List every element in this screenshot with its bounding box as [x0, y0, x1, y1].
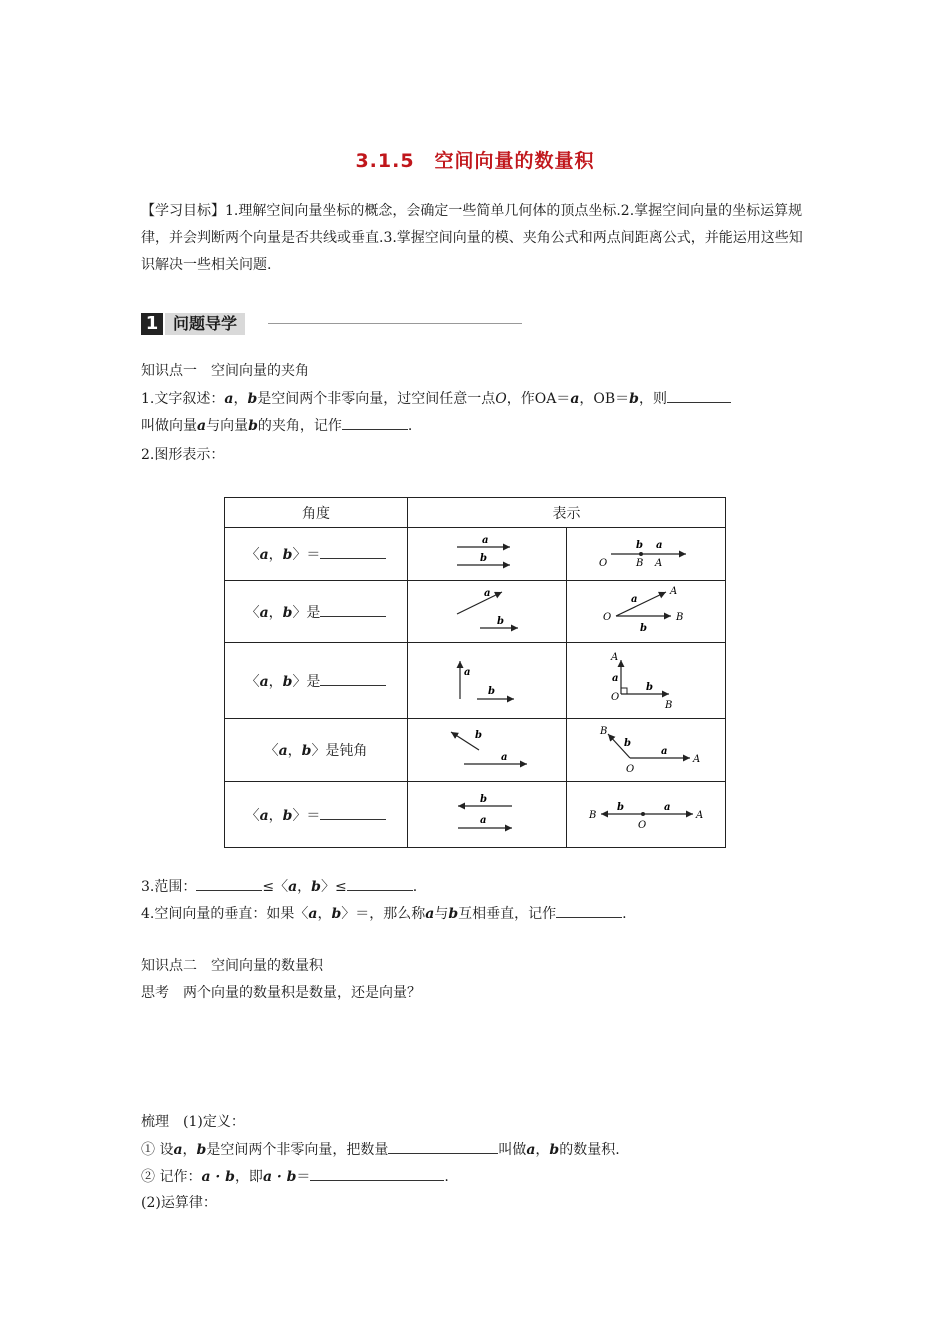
kp1-item1-line2: 叫做向量a与向量b的夹角，记作 .: [141, 415, 412, 436]
table-row: [225, 581, 726, 643]
opposite-points-figure: [581, 790, 711, 840]
section-number-badge: 1: [141, 313, 163, 335]
acute-angle-vectors-figure: [442, 586, 532, 638]
vector-figure-cell: [408, 782, 567, 848]
opposite-vectors-figure: [442, 790, 532, 840]
svg-text:a: a: [464, 666, 471, 678]
summary-heading: 梳理 (1)定义：: [141, 1114, 245, 1130]
kp1-item1-line1: 1.文字叙述：a，b是空间两个非零向量，过空间任意一点O，作OA＝a，OB＝b，则: [141, 388, 731, 409]
svg-text:b: b: [475, 730, 482, 741]
right-angle-vectors-figure: [442, 651, 532, 711]
objectives-label: 【学习目标】: [141, 203, 225, 219]
acute-angle-points-figure: [591, 584, 701, 640]
vector-figure-cell: [408, 581, 567, 643]
vector-figure-cell: [408, 643, 567, 719]
svg-text:O: O: [603, 611, 612, 623]
section-label: 问题导学: [165, 313, 245, 335]
svg-text:a: a: [661, 746, 668, 757]
kp2-think: 思考 两个向量的数量积是数量，还是向量？: [141, 985, 421, 1001]
blank-field[interactable]: [388, 1139, 498, 1154]
svg-text:A: A: [696, 809, 704, 821]
table-header-representation: 表示: [408, 498, 726, 528]
blank-field[interactable]: [196, 876, 262, 891]
perpendicular-line: 4.空间向量的垂直：如果〈a，b〉＝，那么称a与b互相垂直，记作 .: [141, 903, 627, 924]
blank-field[interactable]: [347, 876, 413, 891]
blank-field[interactable]: [320, 602, 386, 617]
range-line: 3.范围： ≤〈a，b〉≤ .: [141, 876, 417, 897]
svg-text:b: b: [497, 615, 504, 627]
summary-line2: ② 记作：a · b，即a · b＝ .: [141, 1166, 449, 1187]
vector-figure-cell: [408, 719, 567, 782]
summary-line3: (2)运算律：: [141, 1195, 217, 1211]
kp1-item2: 2.图形表示：: [141, 447, 225, 463]
table-row: [225, 528, 726, 581]
angle-cell: 〈a，b〉是: [225, 581, 408, 643]
kp2-heading: 知识点二 空间向量的数量积: [141, 958, 323, 974]
svg-text:O: O: [626, 764, 635, 775]
learning-objectives: [141, 198, 813, 279]
blank-field[interactable]: [310, 1166, 444, 1181]
svg-text:b: b: [640, 622, 647, 634]
svg-text:a: a: [501, 752, 508, 763]
svg-text:b: b: [636, 540, 643, 551]
vector-figure-cell: [567, 719, 726, 782]
summary-line1: ① 设a，b是空间两个非零向量，把数量 叫做a，b的数量积.: [141, 1139, 620, 1160]
svg-text:O: O: [638, 819, 647, 831]
angle-cell: 〈a，b〉是: [225, 643, 408, 719]
svg-text:B: B: [600, 726, 608, 737]
blank-field[interactable]: [342, 415, 408, 430]
svg-text:O: O: [599, 558, 608, 569]
svg-text:B: B: [636, 558, 644, 569]
svg-text:B: B: [676, 611, 684, 623]
svg-text:O: O: [611, 691, 620, 703]
svg-text:A: A: [670, 585, 678, 597]
angle-cell: 〈a，b〉是钝角: [225, 719, 408, 782]
table-row: [225, 782, 726, 848]
angle-table: [224, 497, 726, 848]
obtuse-angle-points-figure: [586, 722, 706, 778]
svg-text:A: A: [611, 651, 619, 663]
svg-text:b: b: [646, 681, 653, 693]
svg-text:a: a: [664, 801, 671, 813]
angle-cell: 〈a，b〉＝: [225, 528, 408, 581]
svg-text:a: a: [482, 535, 489, 546]
svg-text:b: b: [617, 801, 624, 813]
svg-text:a: a: [656, 540, 663, 551]
svg-text:A: A: [693, 754, 701, 765]
svg-text:A: A: [655, 558, 663, 569]
blank-field[interactable]: [320, 805, 386, 820]
kp1-heading: 知识点一 空间向量的夹角: [141, 363, 309, 379]
vector-figure-cell: [567, 782, 726, 848]
svg-text:a: a: [480, 814, 487, 826]
objectives-text: 1.理解空间向量坐标的概念，会确定一些简单几何体的顶点坐标.2.掌握空间向量的坐标运算规律，并会判断两个向量是否共线或垂直.3.掌握空间向量的模、夹角公式和两点间距离公式，并能运用这些知识解决一些相关问题.: [141, 203, 803, 273]
blank-field[interactable]: [556, 903, 622, 918]
svg-text:b: b: [480, 793, 487, 805]
blank-field[interactable]: [667, 388, 731, 403]
svg-text:a: a: [612, 672, 619, 684]
table-row: [225, 643, 726, 719]
vector-figure-cell: [567, 528, 726, 581]
same-direction-points-figure: [591, 532, 701, 576]
vector-figure-cell: [408, 528, 567, 581]
page-title: 3.1.5 空间向量的数量积: [355, 150, 595, 172]
table-row: [225, 719, 726, 782]
right-angle-points-figure: [591, 648, 701, 714]
svg-text:b: b: [480, 553, 487, 564]
table-header-angle: 角度: [225, 498, 408, 528]
blank-field[interactable]: [320, 671, 386, 686]
vector-figure-cell: [567, 643, 726, 719]
svg-text:B: B: [589, 809, 597, 821]
same-direction-vectors-figure: [442, 532, 532, 576]
obtuse-angle-vectors-figure: [439, 724, 535, 776]
vector-figure-cell: [567, 581, 726, 643]
svg-text:b: b: [488, 685, 495, 697]
svg-text:a: a: [631, 593, 638, 605]
blank-field[interactable]: [320, 544, 386, 559]
section-rule: [268, 323, 522, 324]
svg-text:b: b: [624, 738, 631, 749]
svg-text:a: a: [484, 587, 491, 599]
svg-text:B: B: [665, 699, 673, 711]
angle-cell: 〈a，b〉＝: [225, 782, 408, 848]
